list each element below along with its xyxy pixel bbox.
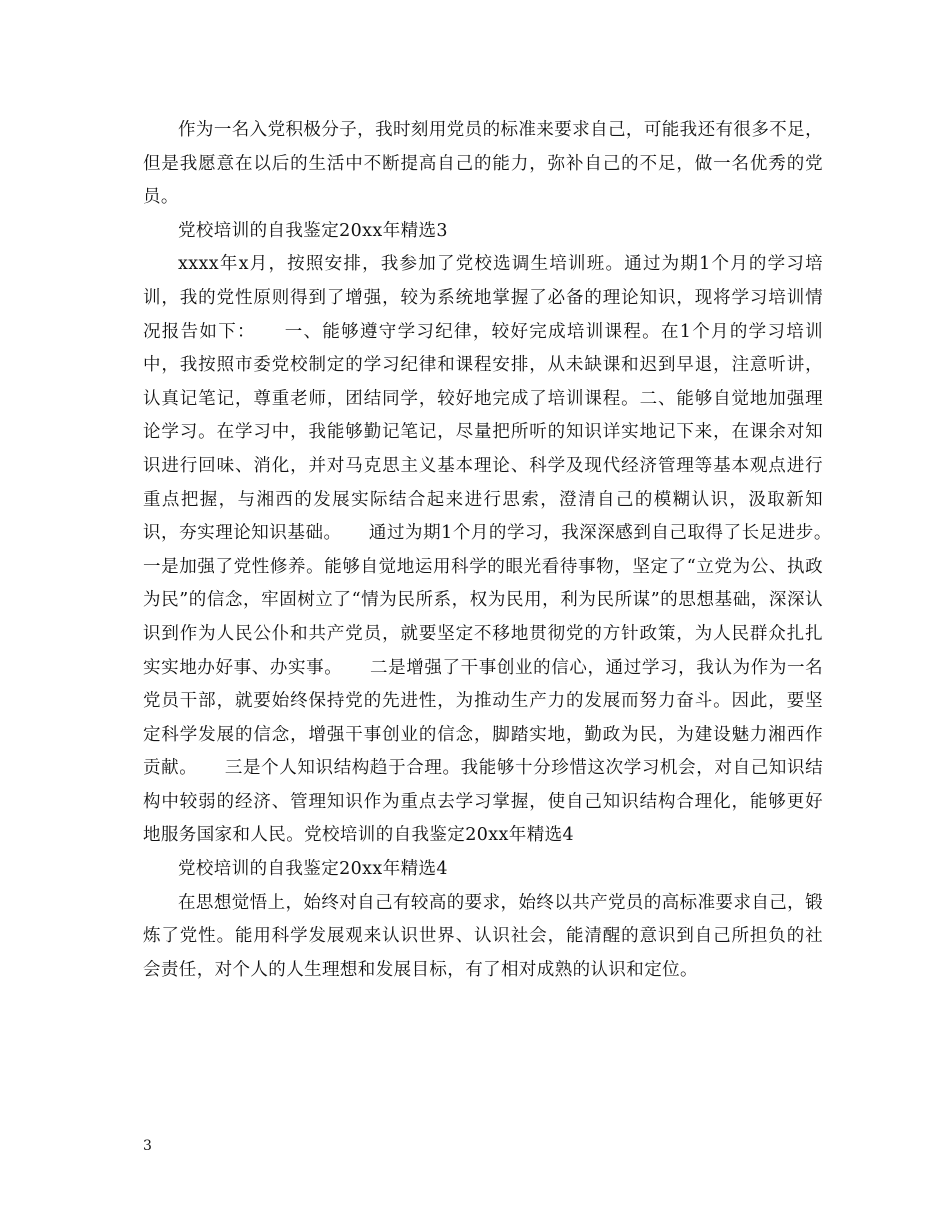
- paragraph-ideology: 在思想觉悟上，始终对自己有较高的要求，始终以共产党员的高标准要求自己，锻炼了党性。能用科学发展观来认识世界、认识社会，能清醒的意识到自己所担负的社会责任，对个人的人生理想和发展目标，有了相对成熟的认识和定位。: [143, 892, 823, 980]
- section-heading-4: 党校培训的自我鉴定20xx年精选4: [178, 859, 448, 880]
- page-number: 3: [143, 1138, 152, 1154]
- paragraph-training-report: xxxx年x月，按照安排，我参加了党校选调生培训班。通过为期1个月的学习培训，我的党性原则得到了增强，较为系统地掌握了必备的理论知识，现将学习培训情况报告如下： 一、能够遵守学习纪律，较好完成培训课程。在1个月的学习培训中，我按照市委党校制定的学习纪律和课程安排，从未缺课和迟到早退，注意听讲，认真记笔记，尊重老师，团结同学，较好地完成了培训课程。二、能够自觉地加强理论学习。在学习中，我能够勤记笔记，尽量把所听的知识详实地记下来，在课余对知识进行回味、消化，并对马克思主义基本理论、科学及现代经济管理等基本观点进行重点把握，与湘西的发展实际结合起来进行思索，澄清自己的模糊认识，汲取新知识，夯实理论知识基础。 通过为期1个月的学习，我深深感到自己取得了长足进步。 一是加强了党性修养。能够自觉地运用科学的眼光看待事物，坚定了“立党为公、执政为民”的信念，牢固树立了“情为民所系，权为民用，利为民所谋”的思想基础，深深认识到作为人民公仆和共产党员，就要坚定不移地贯彻党的方针政策，为人民群众扎扎实实地办好事、办实事。 二是增强了干事创业的信心，通过学习，我认为作为一名党员干部，就要始终保持党的先进性，为推动生产力的发展而努力奋斗。因此，要坚定科学发展的信念，增强干事创业的信念，脚踏实地，勤政为民，为建设魅力湘西作贡献。 三是个人知识结构趋于合理。我能够十分珍惜这次学习机会，对自己知识结构中较弱的经济、管理知识作为重点去学习掌握，使自己知识结构合理化，能够更好地服务国家和人民。党校培训的自我鉴定20xx年精选4: [143, 254, 859, 846]
- section-heading-3: 党校培训的自我鉴定20xx年精选3: [178, 220, 448, 241]
- document-body: [143, 114, 859, 987]
- paragraph-closing-statement: 作为一名入党积极分子，我时刻用党员的标准来要求自己，可能我还有很多不足，但是我愿意在以后的生活中不断提高自己的能力，弥补自己的不足，做一名优秀的党员。: [143, 120, 823, 208]
